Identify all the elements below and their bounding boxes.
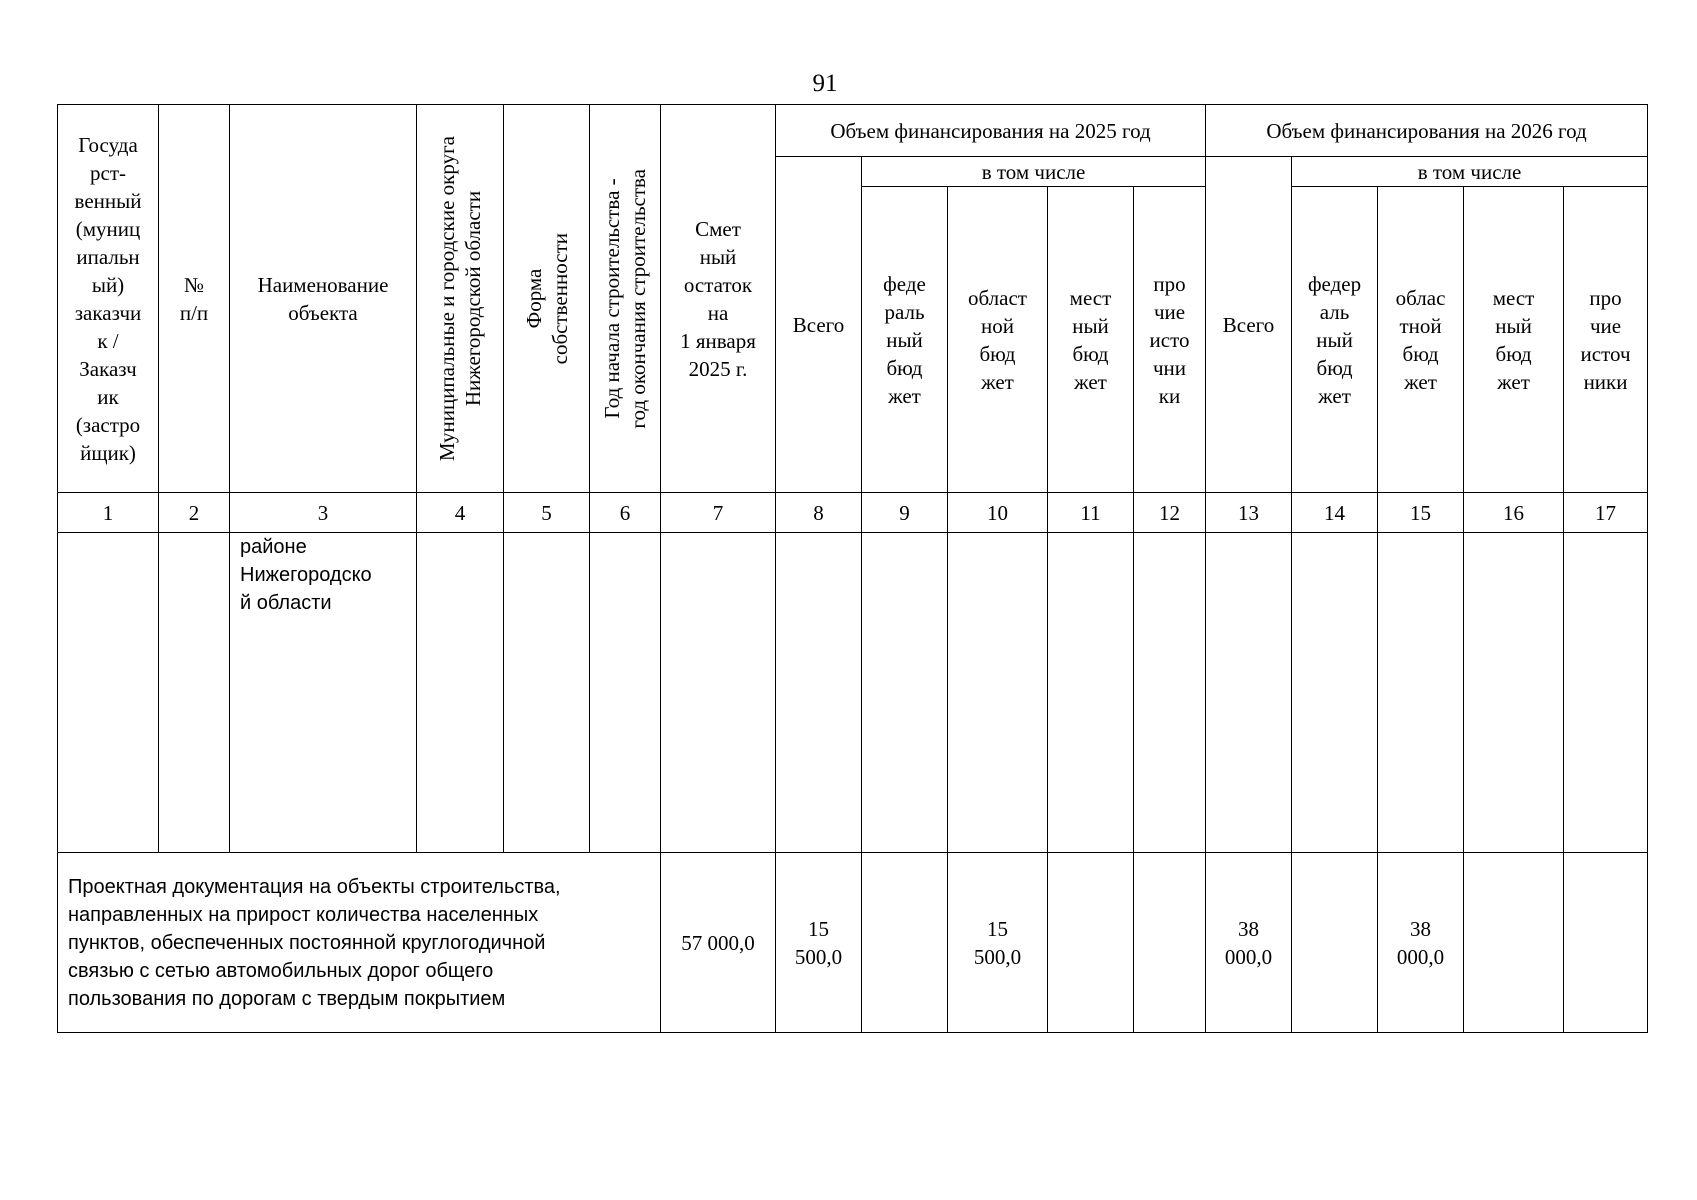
column-number: 4: [417, 493, 504, 533]
table-cell: [504, 533, 590, 853]
summary-total-2026: 38 000,0: [1206, 853, 1292, 1033]
column-number: 13: [1206, 493, 1292, 533]
object-name-continuation: районе Нижегородско й области: [230, 533, 417, 853]
header-construction-years: [590, 105, 661, 493]
continuation-row: [58, 533, 1648, 853]
header-financing-2025: Объем финансирования на 2025 год: [776, 105, 1206, 157]
column-number: 5: [504, 493, 590, 533]
table-cell: [1134, 533, 1206, 853]
column-number: 7: [661, 493, 776, 533]
table-cell: [417, 533, 504, 853]
financing-table: [57, 104, 1648, 1033]
header-regional-2025: област ной бюд жет: [948, 187, 1048, 493]
header-item-number: № п/п: [159, 105, 230, 493]
header-municipal-districts: [417, 105, 504, 493]
summary-regional-2025: 15 500,0: [948, 853, 1048, 1033]
table-cell: [1564, 533, 1648, 853]
header-including-2026: в том числе: [1292, 157, 1648, 187]
table-cell: [590, 533, 661, 853]
summary-other-2025: [1134, 853, 1206, 1033]
column-number: 6: [590, 493, 661, 533]
column-number: 14: [1292, 493, 1378, 533]
summary-total-2025: 15 500,0: [776, 853, 862, 1033]
summary-row: [58, 853, 1648, 1033]
header-regional-2026: облас тной бюд жет: [1378, 187, 1464, 493]
header-financing-2026: Объем финансирования на 2026 год: [1206, 105, 1648, 157]
column-number: 1: [58, 493, 159, 533]
table-cell: [159, 533, 230, 853]
header-federal-2025: феде раль ный бюд жет: [862, 187, 948, 493]
table-cell: [948, 533, 1048, 853]
header-federal-2026: федер аль ный бюд жет: [1292, 187, 1378, 493]
table-cell: [776, 533, 862, 853]
header-customer: Госуда рст- венный (муниц ипальн ый) заказчи к / Заказч ик (застро йщик): [58, 105, 159, 493]
column-number: 3: [230, 493, 417, 533]
header-estimated-balance: Смет ный остаток на 1 января 2025 г.: [661, 105, 776, 493]
column-number: 11: [1048, 493, 1134, 533]
column-number: 8: [776, 493, 862, 533]
column-number: 12: [1134, 493, 1206, 533]
header-other-2025: про чие исто чни ки: [1134, 187, 1206, 493]
header-local-2025: мест ный бюд жет: [1048, 187, 1134, 493]
column-number: 10: [948, 493, 1048, 533]
column-number: 17: [1564, 493, 1648, 533]
header-total-2026: Всего: [1206, 157, 1292, 493]
page-number: 91: [812, 70, 838, 97]
summary-description: Проектная документация на объекты строительства, направленных на прирост количества населенных пунктов, обеспеченных постоянной круглогодичной связью с сетью автомобильных дорог общего пользования по дорогам с твердым покрытием: [58, 853, 661, 1033]
header-ownership-form-text: Форма собственности: [521, 232, 572, 365]
table-cell: [58, 533, 159, 853]
header-local-2026: мест ный бюд жет: [1464, 187, 1564, 493]
column-number-row: [58, 493, 1648, 533]
table-cell: [661, 533, 776, 853]
summary-local-2026: [1464, 853, 1564, 1033]
header-construction-years-text: Год начала строительства - год окончания строительства: [600, 168, 650, 429]
table-cell: [862, 533, 948, 853]
header-municipal-districts-text: Муниципальные и городские округа Нижегородской области: [435, 135, 485, 462]
summary-local-2025: [1048, 853, 1134, 1033]
summary-regional-2026: 38 000,0: [1378, 853, 1464, 1033]
header-ownership-form: [504, 105, 590, 493]
table-cell: [1292, 533, 1378, 853]
summary-federal-2026: [1292, 853, 1378, 1033]
header-object-name: Наименование объекта: [230, 105, 417, 493]
summary-federal-2025: [862, 853, 948, 1033]
table-cell: [1378, 533, 1464, 853]
header-including-2025: в том числе: [862, 157, 1206, 187]
column-number: 15: [1378, 493, 1464, 533]
table-cell: [1464, 533, 1564, 853]
summary-estimated-balance: 57 000,0: [661, 853, 776, 1033]
column-number: 9: [862, 493, 948, 533]
table-cell: [1048, 533, 1134, 853]
column-number: 2: [159, 493, 230, 533]
header-row-1: [58, 105, 1648, 157]
table-cell: [1206, 533, 1292, 853]
header-total-2025: Всего: [776, 157, 862, 493]
summary-other-2026: [1564, 853, 1648, 1033]
column-number: 16: [1464, 493, 1564, 533]
header-other-2026: про чие источ ники: [1564, 187, 1648, 493]
